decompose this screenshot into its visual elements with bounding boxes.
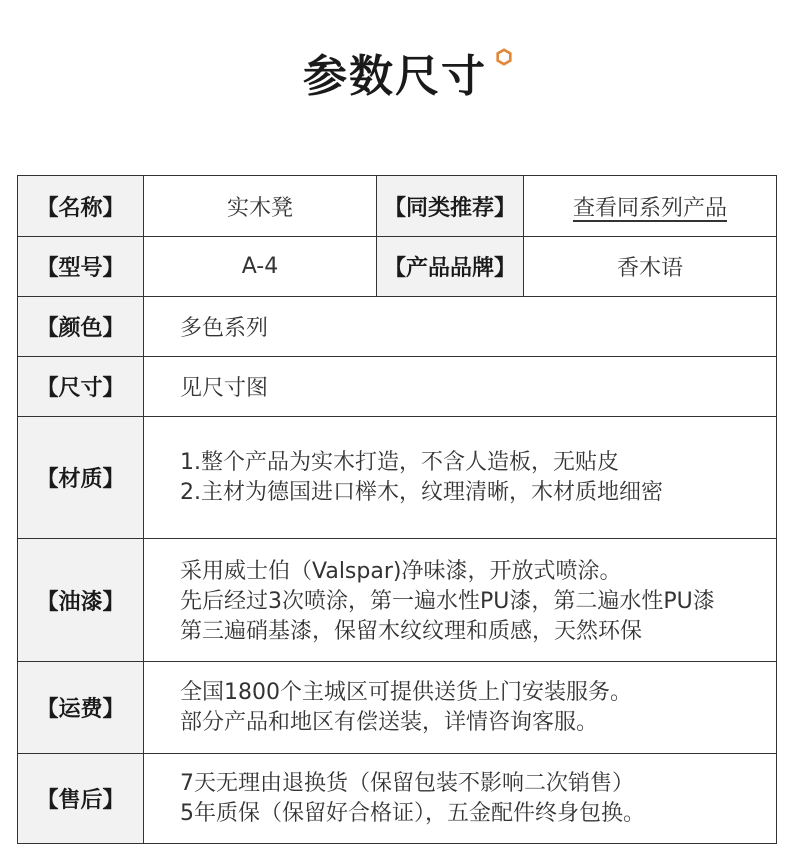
aftersale-value (144, 754, 777, 844)
material-line: 2.主材为德国进口榉木，纹理清晰，木材质地细密 (180, 479, 663, 505)
title-area (0, 40, 790, 104)
shipping-line: 全国1800个主城区可提供送货上门安装服务。 (180, 679, 632, 705)
shipping-value (144, 662, 777, 754)
color-label: 【颜色】 (18, 297, 144, 357)
name-label: 【名称】 (18, 176, 144, 237)
size-value: 见尺寸图 (144, 357, 777, 417)
material-line: 1.整个产品为实木打造，不含人造板，无贴皮 (180, 449, 619, 475)
paint-label: 【油漆】 (18, 539, 144, 662)
table-row-shipping (18, 662, 777, 754)
spec-table (17, 175, 777, 844)
color-value: 多色系列 (144, 297, 777, 357)
recommend-label: 【同类推荐】 (377, 176, 524, 237)
brand-value: 香木语 (524, 237, 777, 297)
table-row-aftersale (18, 754, 777, 844)
paint-line: 采用威士伯（Valspar)净味漆，开放式喷涂。 (180, 559, 622, 584)
aftersale-line: 5年质保（保留好合格证），五金配件终身包换。 (180, 800, 645, 826)
size-label: 【尺寸】 (18, 357, 144, 417)
shipping-label: 【运费】 (18, 662, 144, 754)
paint-value (144, 539, 777, 662)
brand-label: 【产品品牌】 (377, 237, 524, 297)
table-row-color (18, 297, 777, 357)
shipping-line: 部分产品和地区有偿送装，详情咨询客服。 (180, 709, 599, 735)
page-title-text: 参数尺寸 (303, 51, 487, 102)
view-series-link[interactable]: 查看同系列产品 (572, 195, 727, 221)
paint-line: 先后经过3次喷涂，第一遍水性PU漆，第二遍水性PU漆 (180, 589, 715, 614)
paint-line: 第三遍硝基漆，保留木纹纹理和质感，天然环保 (180, 619, 643, 644)
table-row-material (18, 417, 777, 539)
hexagon-icon (495, 48, 513, 66)
material-label: 【材质】 (18, 417, 144, 539)
model-label: 【型号】 (18, 237, 144, 297)
table-row-name (18, 176, 777, 237)
table-row-size (18, 357, 777, 417)
recommend-cell (524, 176, 777, 237)
table-row-paint (18, 539, 777, 662)
name-value: 实木凳 (144, 176, 377, 237)
material-value (144, 417, 777, 539)
aftersale-label: 【售后】 (18, 754, 144, 844)
aftersale-line: 7天无理由退换货（保留包装不影响二次销售） (180, 770, 634, 796)
page-title (303, 40, 487, 104)
model-value: A-4 (144, 237, 377, 297)
table-row-model (18, 237, 777, 297)
